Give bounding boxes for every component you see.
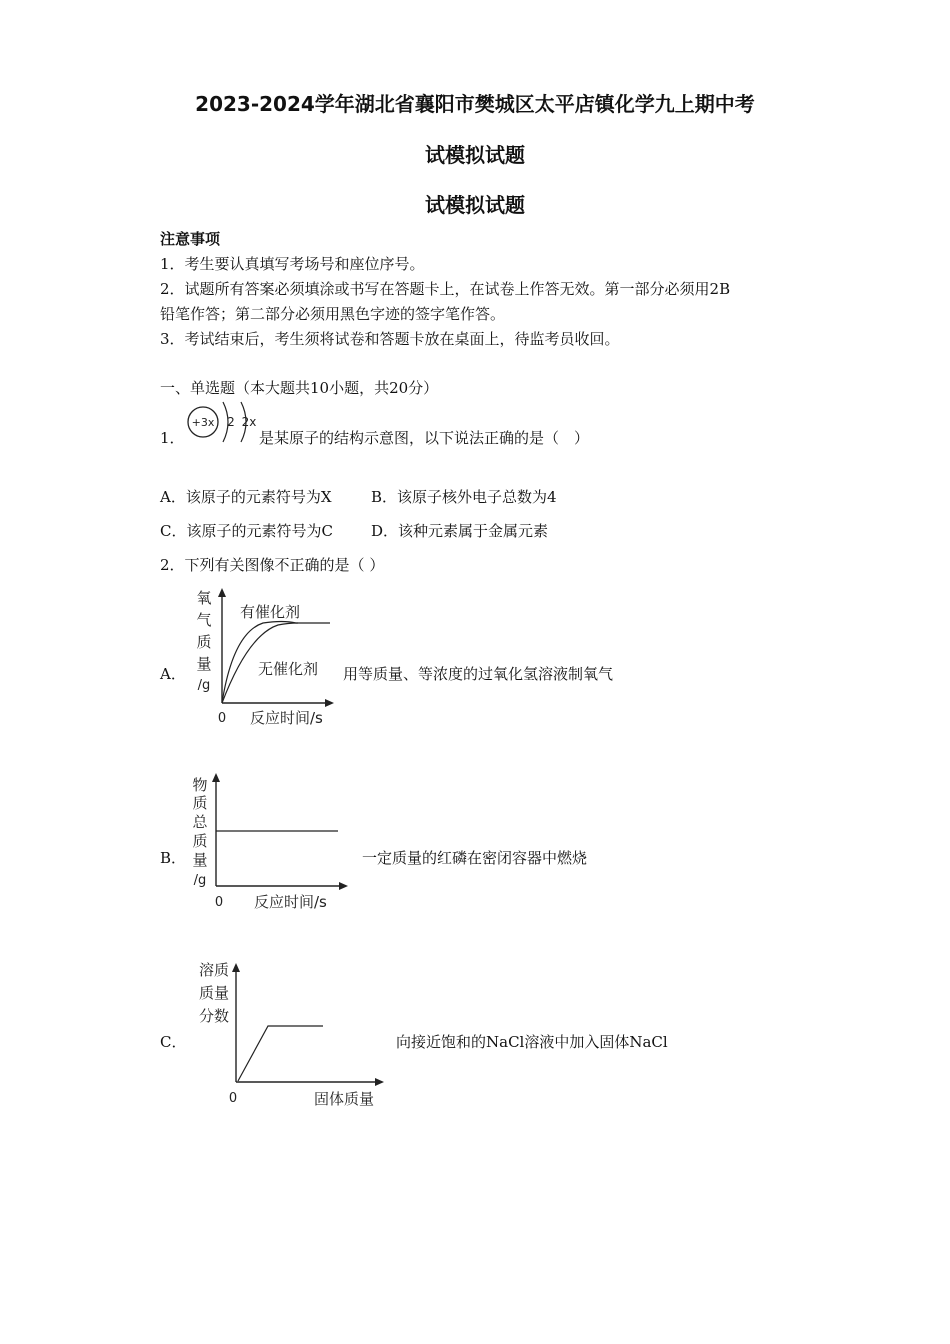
graph-a-y-label-5: /g [197,678,211,693]
graph-a-curve2-label: 无催化剂 [258,660,319,678]
atom-structure-diagram [185,398,265,446]
graph-c-origin: 0 [228,1091,238,1106]
notice-item-3: 3．考试结束后，考生须将试卷和答题卡放在桌面上，待监考员收回。 [160,330,620,348]
q2-option-c-text: 向接近饱和的NaCl溶液中加入固体NaCl [396,1033,668,1051]
q2-option-b-letter: B． [160,849,187,867]
graph-a-y-label-3: 质 [196,633,212,651]
graph-a-x-arrow [325,699,334,707]
section-heading: 一、单选题（本大题共10小题，共20分） [160,379,439,397]
graph-b [188,768,353,918]
q2-option-a-text: 用等质量、等浓度的过氧化氢溶液制氧气 [343,665,614,683]
page-title: 2023-2024学年湖北省襄阳市樊城区太平店镇化学九上期中考 [195,92,755,116]
graph-c [190,955,390,1113]
q1-option-b: B．该原子核外电子总数为4 [371,488,557,506]
graph-a-y-label-2: 气 [196,611,212,629]
graph-c-y-label-1: 溶质 [198,961,230,979]
notice-item-2a: 2．试题所有答案必须填涂或书写在答题卡上，在试卷上作答无效。第一部分必须用2B [160,280,731,298]
q2-option-a-letter: A． [160,665,186,683]
graph-c-x-arrow [375,1078,384,1086]
shell-1-electrons: 2 [227,415,235,429]
graph-a-y-label-1: 氧 [196,589,212,607]
graph-b-x-arrow [339,882,348,890]
graph-b-x-label: 反应时间/s [254,893,327,911]
graph-b-y-label-5: 量 [192,851,208,869]
graph-b-y-label-1: 物 [192,776,208,794]
graph-c-x-label: 固体质量 [314,1090,375,1108]
q2-option-b-text: 一定质量的红磷在密闭容器中燃烧 [362,849,588,867]
q1-option-c: C．该原子的元素符号为C [160,522,333,540]
graph-a-curve1-label: 有催化剂 [240,603,301,621]
notice-item-2b: 铅笔作答；第二部分必须用黑色字迹的签字笔作答。 [160,305,506,323]
graph-c-y-label-3: 分数 [198,1007,230,1025]
page-subtitle: 试模拟试题 [425,143,525,167]
graph-b-y-label-4: 质 [192,832,208,850]
graph-a-y-arrow [218,588,226,597]
graph-b-y-label-6: /g [193,873,207,888]
q1-option-d: D．该种元素属于金属元素 [371,522,549,540]
page-subtitle-repeat: 试模拟试题 [425,193,525,217]
graph-b-origin: 0 [214,895,224,910]
nucleus-charge: +3x [191,416,215,429]
q1-number: 1． [160,429,185,447]
q1-option-a: A．该原子的元素符号为X [160,488,332,506]
graph-a-x-label: 反应时间/s [250,709,323,727]
notice-item-1: 1．考生要认真填写考场号和座位序号。 [160,255,425,273]
shell-2-electrons: 2x [241,415,257,429]
graph-b-y-label-3: 总 [192,813,208,831]
graph-c-y-arrow [232,963,240,972]
graph-b-y-arrow [212,773,220,782]
graph-a-origin: 0 [217,711,227,726]
notice-heading: 注意事项 [160,230,221,248]
q1-stem: 是某原子的结构示意图，以下说法正确的是（ ） [259,429,590,447]
graph-b-y-label-2: 质 [192,794,208,812]
q2-option-c-letter: C． [160,1033,187,1051]
graph-a-y-label-4: 量 [196,655,212,673]
q2-stem: 2．下列有关图像不正确的是（ ） [160,556,385,574]
graph-c-curve [238,1026,323,1081]
graph-c-y-label-2: 质量 [198,984,230,1002]
graph-a [188,585,338,730]
